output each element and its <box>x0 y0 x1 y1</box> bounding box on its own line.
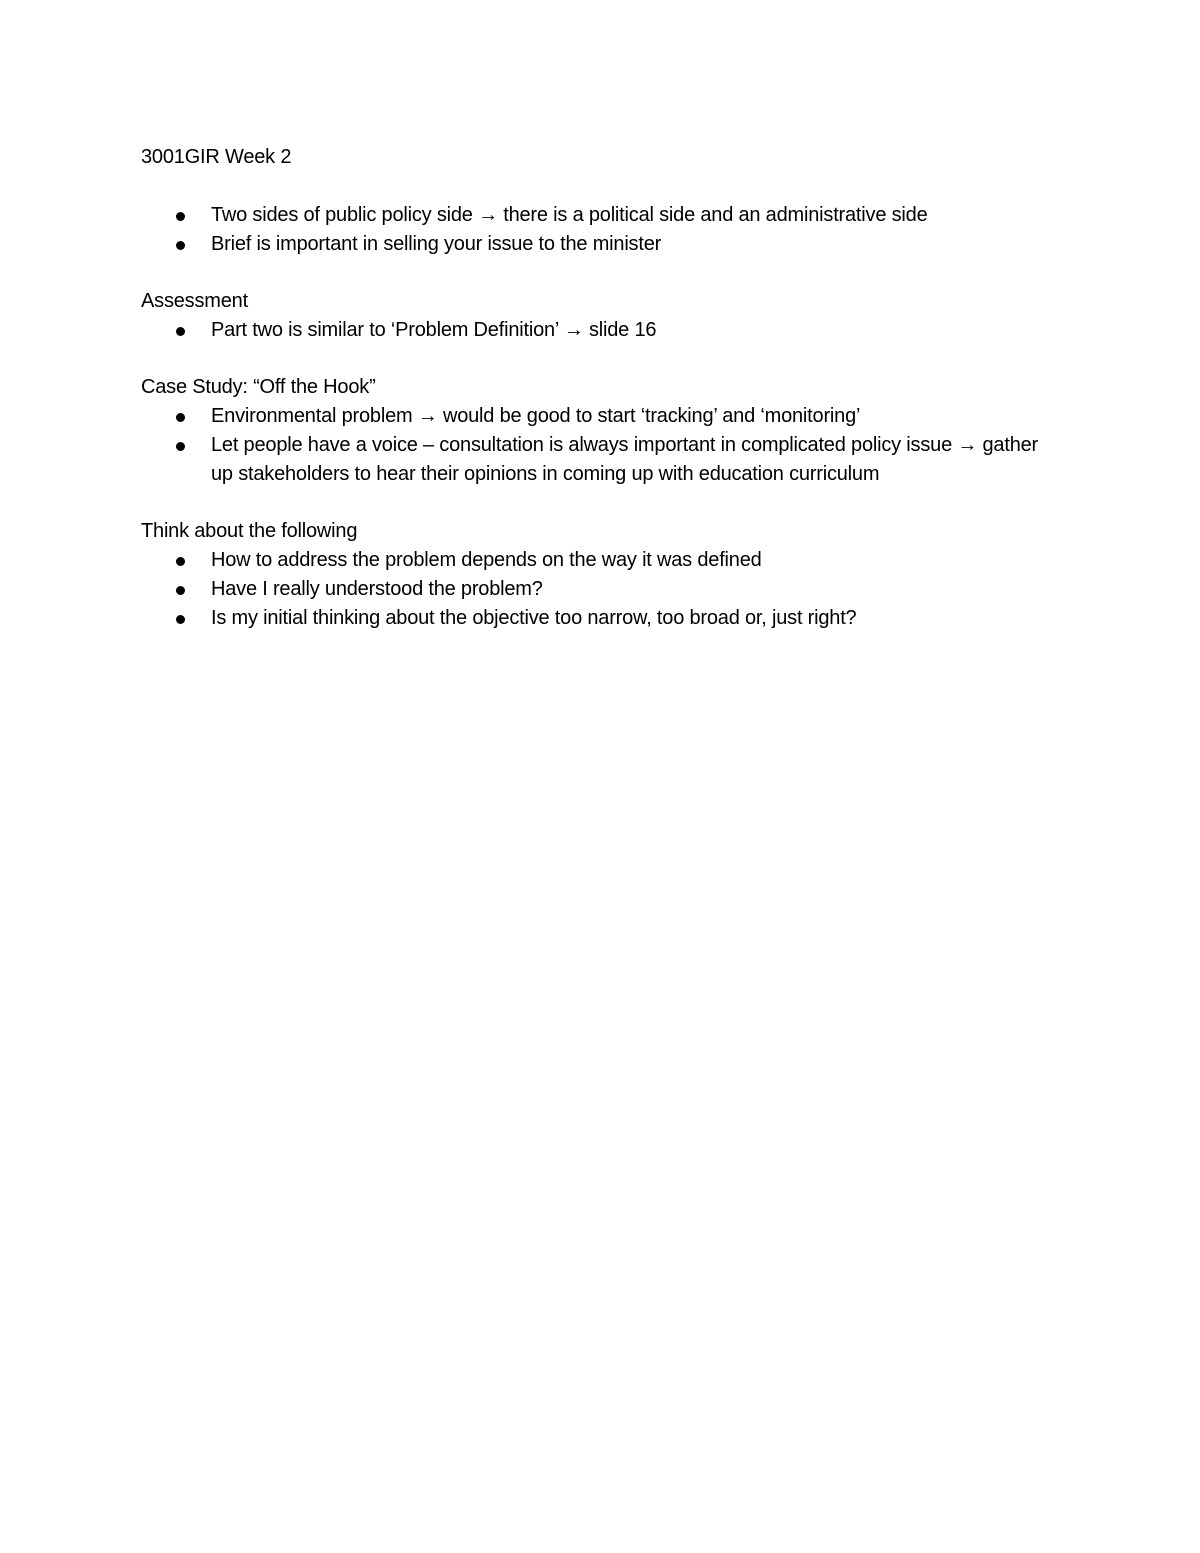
section-heading-case-study: Case Study: “Off the Hook” <box>141 376 376 398</box>
assessment-bullet-list <box>141 316 1061 345</box>
section-heading-think-about: Think about the following <box>141 520 358 542</box>
bullet-icon <box>176 557 185 566</box>
bullet-text: Part two is similar to ‘Problem Definition’ → slide 16 <box>211 319 657 341</box>
list-item <box>141 230 1061 259</box>
list-item <box>141 316 1061 345</box>
list-item <box>141 546 1061 575</box>
bullet-icon <box>176 241 185 250</box>
intro-bullet-list <box>141 201 1061 259</box>
case-study-bullet-list <box>141 402 1061 489</box>
spacer <box>141 489 1061 517</box>
spacer <box>141 259 1061 287</box>
bullet-icon <box>176 615 185 624</box>
list-item <box>141 604 1061 633</box>
bullet-text: How to address the problem depends on the way it was defined <box>211 549 762 571</box>
bullet-icon <box>176 413 185 422</box>
list-item <box>141 201 1061 230</box>
bullet-icon <box>176 327 185 336</box>
bullet-text: Brief is important in selling your issue to the minister <box>211 233 662 255</box>
list-item <box>141 431 1061 489</box>
bullet-icon <box>176 586 185 595</box>
spacer <box>141 345 1061 373</box>
bullet-text: Is my initial thinking about the objective too narrow, too broad or, just right? <box>211 607 857 629</box>
bullet-icon <box>176 212 185 221</box>
bullet-text: Two sides of public policy side → there is a political side and an administrative side <box>211 204 928 226</box>
bullet-text: Environmental problem → would be good to start ‘tracking’ and ‘monitoring’ <box>211 405 861 427</box>
bullet-text: Have I really understood the problem? <box>211 578 543 600</box>
list-item <box>141 402 1061 431</box>
bullet-icon <box>176 442 185 451</box>
document-title: 3001GIR Week 2 <box>141 146 292 168</box>
bullet-text: Let people have a voice – consultation is always important in complicated policy issue → gather up stakeholders to hear their opinions in coming up with education curriculum <box>211 434 1039 485</box>
list-item <box>141 575 1061 604</box>
document-body <box>141 143 1061 633</box>
think-about-bullet-list <box>141 546 1061 633</box>
section-heading-assessment: Assessment <box>141 290 248 312</box>
